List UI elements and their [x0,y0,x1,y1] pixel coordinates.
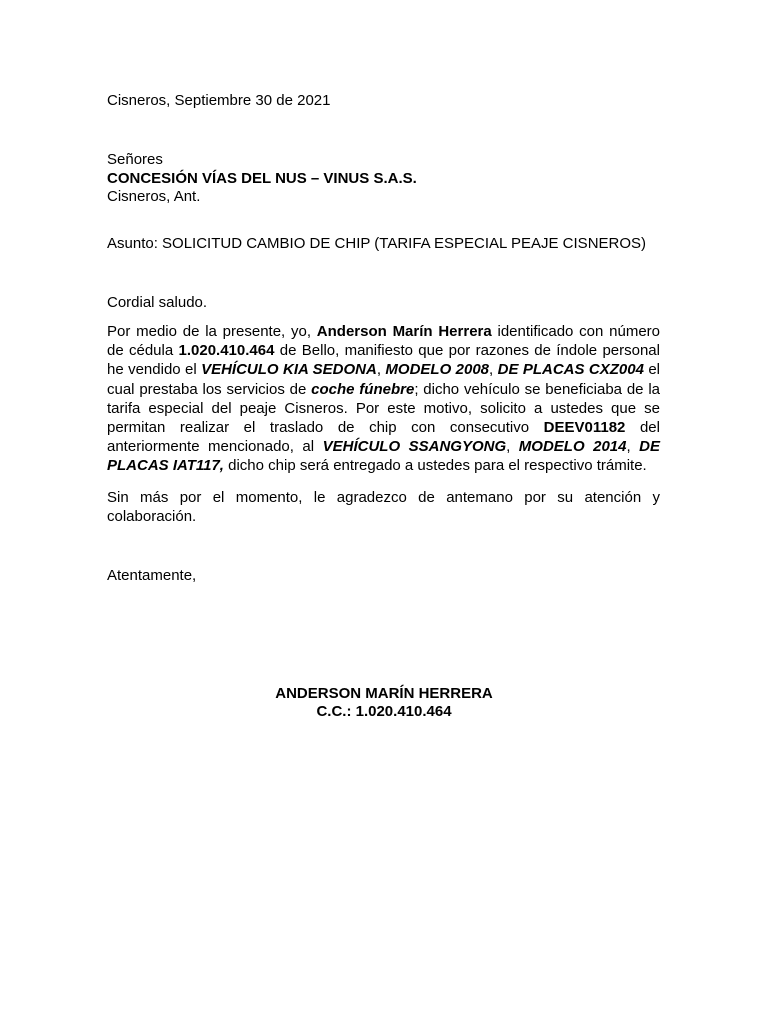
separator: , [626,438,640,456]
text-segment: dicho chip será entregado a ustedes para el respectivo trámite. [223,457,647,475]
new-vehicle-plate: DE PLACAS IAT117, [107,438,661,475]
body-paragraph-1 [107,322,660,476]
chip-consecutive: DEEV01182 [543,419,626,437]
addressee-title: Señores [107,151,163,168]
sold-vehicle: VEHÍCULO KIA SEDONA [201,361,377,379]
sold-vehicle-model: MODELO 2008 [385,361,490,379]
addressee-city: Cisneros, Ant. [107,188,201,205]
separator: , [506,438,519,456]
text-segment: ; dicho vehículo se beneficiaba de la tarifa especial del peaje Cisneros. Por este motivo, solicito a ustedes que se permitan realizar el traslado de chip con consecutivo [107,380,660,437]
text-segment: de Bello, manifiesto que por razones de índole personal he vendido el [107,342,660,379]
signature-name: ANDERSON MARÍN HERRERA [275,685,493,702]
sold-vehicle-plate: DE PLACAS CXZ004 [497,361,644,379]
text-segment: Por medio de la presente, yo, [107,323,317,340]
new-vehicle: VEHÍCULO SSANGYONG [322,438,507,456]
signature-id: C.C.: 1.020.410.464 [316,703,452,720]
sender-id-number: 1.020.410.464 [178,342,275,360]
text-segment: el cual prestaba los servicios de [107,361,661,398]
vehicle-service: coche fúnebre [311,380,415,398]
addressee-company: CONCESIÓN VÍAS DEL NUS – VINUS S.A.S. [107,170,417,187]
subject-line: Asunto: SOLICITUD CAMBIO DE CHIP (TARIFA ESPECIAL PEAJE CISNEROS) [107,235,647,252]
body-paragraph-2: Sin más por el momento, le agradezco de antemano por su atención y colaboración. [107,489,660,526]
closing: Atentamente, [107,567,197,584]
text-segment: del anteriormente mencionado, al [107,419,660,456]
separator: , [376,361,386,379]
separator: , [489,361,498,379]
greeting: Cordial saludo. [107,294,208,311]
date-line: Cisneros, Septiembre 30 de 2021 [107,92,331,109]
text-segment: identificado con número de cédula [107,323,660,360]
sender-name: Anderson Marín Herrera [316,323,492,340]
new-vehicle-model: MODELO 2014 [518,438,627,456]
